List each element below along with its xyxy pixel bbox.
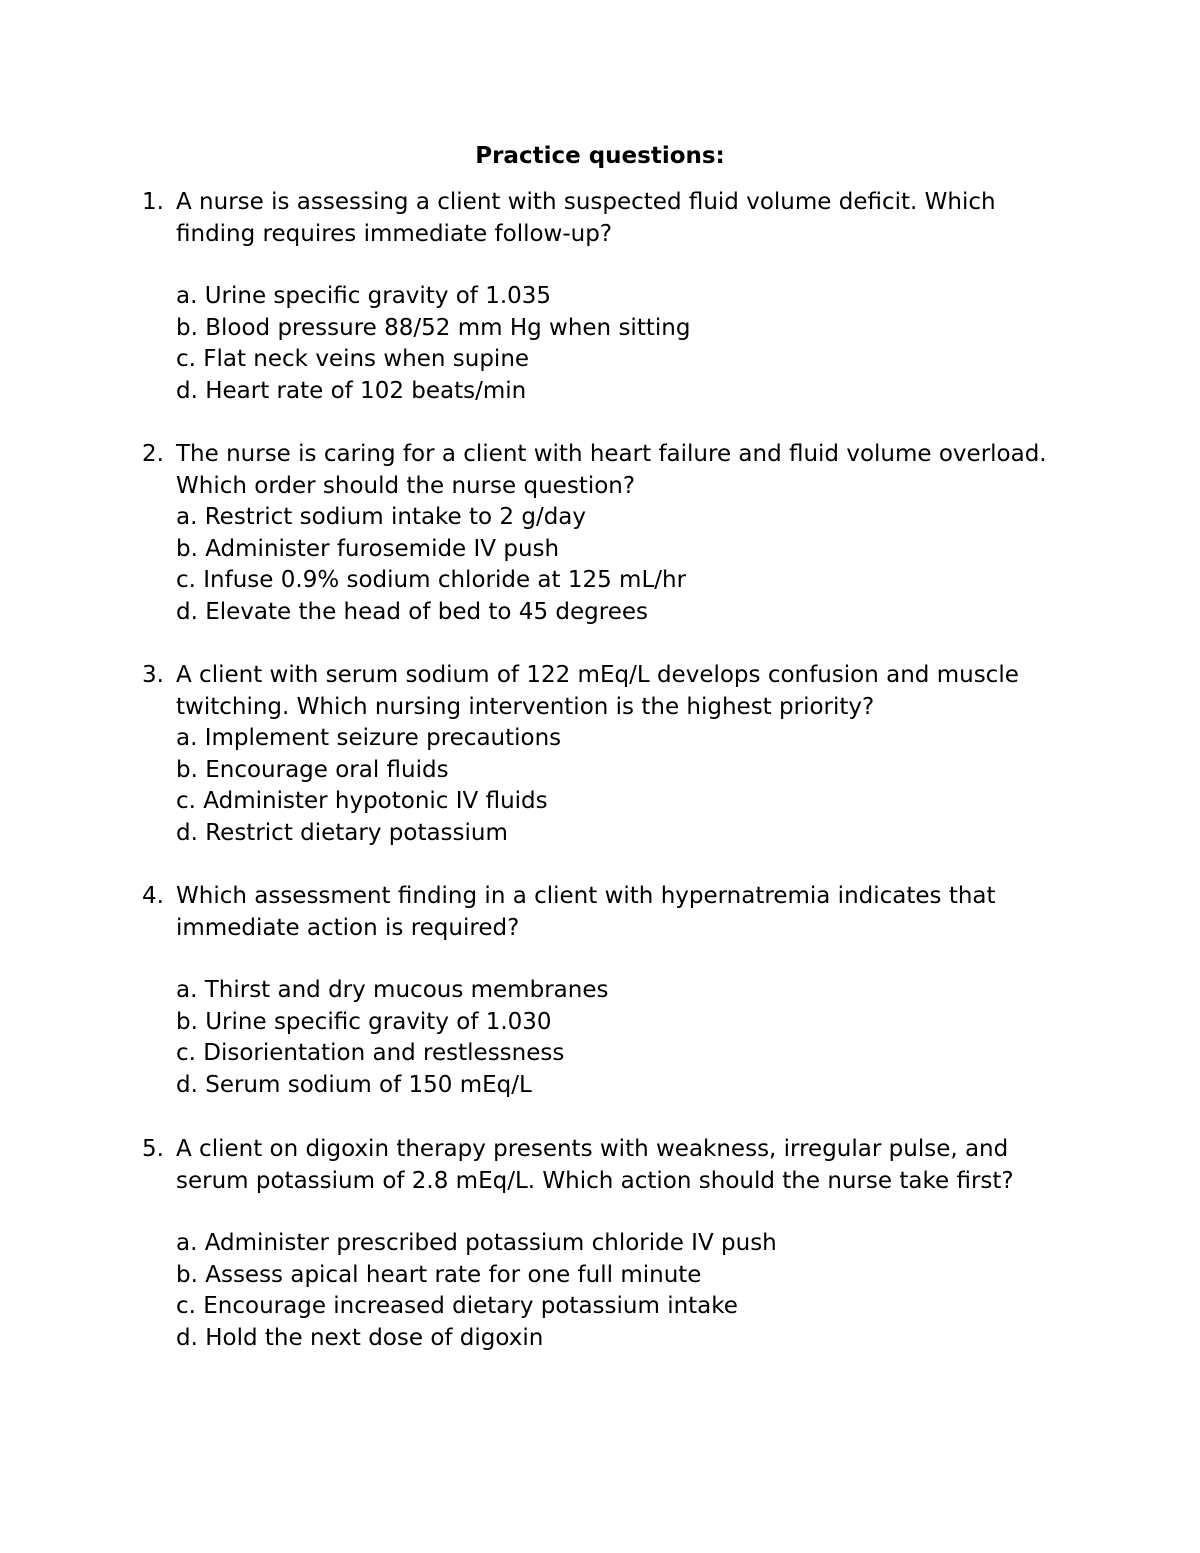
question-text: The nurse is caring for a client with heart failure and fluid volume overload. Which order should the nurse question? bbox=[176, 441, 1047, 499]
answer-option-a: a. Restrict sodium intake to 2 g/day bbox=[176, 504, 587, 530]
question-text: A nurse is assessing a client with suspected fluid volume deficit. Which finding requires immediate follow-up? bbox=[176, 189, 996, 247]
question-number: 1. bbox=[142, 189, 164, 215]
question-number: 4. bbox=[142, 883, 164, 909]
question-text: A client with serum sodium of 122 mEq/L develops confusion and muscle twitching. Which nursing intervention is the highest priority? bbox=[176, 662, 1019, 720]
answer-option-a: a. Urine specific gravity of 1.035 bbox=[176, 283, 552, 309]
answer-option-c: c. Flat neck veins when supine bbox=[176, 346, 530, 372]
answer-option-a: a. Thirst and dry mucous membranes bbox=[176, 977, 609, 1003]
answer-option-b: b. Encourage oral fluids bbox=[176, 756, 449, 783]
question-text: A client on digoxin therapy presents with weakness, irregular pulse, and serum potassium of 2.8 mEq/L. Which action should the nurse take first? bbox=[176, 1136, 1014, 1194]
answer-option-a: a. Implement seizure precautions bbox=[176, 725, 562, 751]
answer-option-c: c. Administer hypotonic IV fluids bbox=[176, 788, 548, 814]
answer-option-c: c. Encourage increased dietary potassium intake bbox=[176, 1293, 738, 1319]
answer-option-d: d. Heart rate of 102 beats/min bbox=[176, 377, 527, 404]
answer-option-d: d. Elevate the head of bed to 45 degrees bbox=[176, 598, 648, 625]
page-title: Practice questions: bbox=[475, 143, 725, 169]
question-number: 5. bbox=[142, 1136, 164, 1162]
answer-option-d: d. Serum sodium of 150 mEq/L bbox=[176, 1071, 532, 1098]
answer-option-b: b. Urine specific gravity of 1.030 bbox=[176, 1008, 552, 1035]
answer-option-b: b. Blood pressure 88/52 mm Hg when sitting bbox=[176, 314, 691, 341]
answer-option-d: d. Hold the next dose of digoxin bbox=[176, 1324, 544, 1351]
answer-option-b: b. Administer furosemide IV push bbox=[176, 535, 560, 562]
answer-option-b: b. Assess apical heart rate for one full minute bbox=[176, 1261, 702, 1288]
answer-option-a: a. Administer prescribed potassium chloride IV push bbox=[176, 1230, 777, 1256]
question-number: 3. bbox=[142, 662, 164, 688]
answer-option-c: c. Disorientation and restlessness bbox=[176, 1040, 565, 1066]
answer-option-d: d. Restrict dietary potassium bbox=[176, 819, 508, 846]
question-text: Which assessment finding in a client with hypernatremia indicates that immediate action is required? bbox=[176, 883, 996, 941]
question-number: 2. bbox=[142, 441, 164, 467]
answer-option-c: c. Infuse 0.9% sodium chloride at 125 mL/hr bbox=[176, 567, 687, 593]
